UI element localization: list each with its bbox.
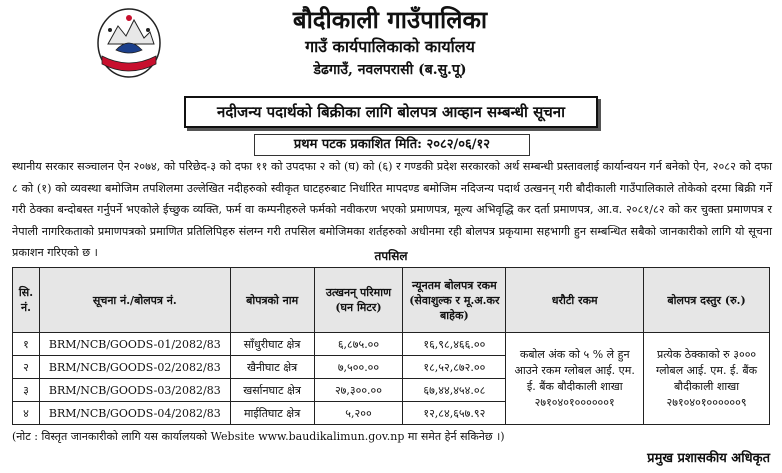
cell-notice-no: BRM/NCB/GOODS-02/2082/83 — [39, 356, 230, 379]
cell-quantity: ७,५००.०० — [314, 356, 403, 379]
cell-quantity: २७,३००.०० — [314, 379, 403, 402]
notice-body: स्थानीय सरकार सञ्चालन ऐन २०७४, को परिछेद-३ को दफा ११ को उपदफा २ को (घ) को (६) र गण्डकी प्रदेश सरकारको अर्थ सम्बन्धी प्रस्तावलाई कार्यान्वयन गर्न बनेको ऐन, २०८२ को दफा ८ को (१) को व्यवस्था बमोजिम तपशिलमा उल्लेखित नदीहरुको स्वीकृत घाटहरुबाट निर्धारित मापदण्ड बमोजिम नदिजन्य पदार्थ उत्खनन् गरी बौदीकाली गाउँपालिकाले तोकेको दरमा बिक्री गर्ने गरी ठेक्का बन्दोबस्त गर्नुपर्ने भएकोले ईच्छुक व्यक्ति, फर्म वा कम्पनीहरुले फर्मको नवीकरण भएको प्रमाणपत्र, मूल्य अभिवृद्धि कर दर्ता प्रमाणपत्र, आ.व. २०८१/८२ को कर चुक्ता प्रमाणपत्र र नेपाली नागरिकताको प्रमाणपत्रको प्रमाणित प्रतिलिपिहरु संलग्न गरी तपसिल बमोजिमका शर्तहरुको अधीनमा रही बोलपत्र प्रकृयामा सहभागी हुन सम्बन्धित सबैको जानकारीको लागि यो सूचना प्रकाशन गरिएको छ । — [12, 160, 772, 259]
cell-ghat: खैनीघाट क्षेत्र — [230, 356, 314, 379]
cell-sn: १ — [13, 333, 40, 356]
cell-notice-no: BRM/NCB/GOODS-01/2082/83 — [39, 333, 230, 356]
cell-min-amount: ६७,४४,४५४.०८ — [403, 379, 506, 402]
table-title: तपसिल — [374, 249, 408, 263]
cell-sn: ३ — [13, 379, 40, 402]
office-address: डेढगाउँ, नवलपरासी (ब.सु.पू) — [313, 62, 467, 78]
cell-notice-no: BRM/NCB/GOODS-03/2082/83 — [39, 379, 230, 402]
published-date: प्रथम पटक प्रकाशित मिति: २०८२/०६/१२ — [254, 134, 530, 156]
tender-table — [12, 267, 770, 425]
website-note: (नोट : विस्तृत जानकारीको लागि यस कार्यालयको Website www.baudikalimun.gov.np मा समेत हेर्न सकिनेछ ।) — [12, 430, 505, 443]
header-min-amount: न्यूनतम बोलपत्र रकम (सेवाशुल्क र मू.अ.कर बाहेक) — [403, 268, 506, 333]
cell-min-amount: १८,५२,८७२.०० — [403, 356, 506, 379]
cell-min-amount: १२,८४,६५७.९२ — [403, 402, 506, 425]
table-row — [13, 333, 770, 356]
office-name: गाउँ कार्यपालिकाको कार्यालय — [305, 37, 475, 56]
organization-name: बौदीकाली गाउँपालिका — [292, 5, 488, 34]
cell-sn: २ — [13, 356, 40, 379]
cell-sn: ४ — [13, 402, 40, 425]
cell-quantity: ६,८७५.०० — [314, 333, 403, 356]
header-quantity: उत्खनन् परिमाण (घन मिटर) — [314, 268, 403, 333]
header-ghat: बोपत्रको नाम — [230, 268, 314, 333]
cell-notice-no: BRM/NCB/GOODS-04/2082/83 — [39, 402, 230, 425]
government-emblem-logo — [96, 6, 162, 80]
notice-title: नदीजन्य पदार्थको बिक्रीका लागि बोलपत्र आव्हान सम्बन्धी सूचना — [184, 96, 598, 128]
cell-ghat: खर्सानघाट क्षेत्र — [230, 379, 314, 402]
header-fee: बोलपत्र दस्तुर (रु.) — [644, 268, 770, 333]
header-notice-no: सूचना नं./बोलपत्र नं. — [39, 268, 230, 333]
cell-min-amount: १६,९८,४६६.०० — [403, 333, 506, 356]
cell-ghat: साँधुरीघाट क्षेत्र — [230, 333, 314, 356]
cell-fee: प्रत्येक ठेक्काको रु ३००० ग्लोबल आई. एम. ई. बैंक बौदीकाली शाखा २७१०४०१००००००९ — [644, 333, 770, 425]
cell-deposit: कबोल अंक को ५ % ले हुन आउने रकम ग्लोबल आई. एम. ई. बैंक बौदीकाली शाखा २७१०४०१००००००१ — [506, 333, 644, 425]
header-sn: सि. नं. — [13, 268, 40, 333]
cell-quantity: ५,२०० — [314, 402, 403, 425]
table-header-row — [13, 268, 770, 333]
signature-title: प्रमुख प्रशासकीय अधिकृत — [647, 451, 770, 466]
header-deposit: धरौटी रकम — [506, 268, 644, 333]
cell-ghat: माईतिघाट क्षेत्र — [230, 402, 314, 425]
